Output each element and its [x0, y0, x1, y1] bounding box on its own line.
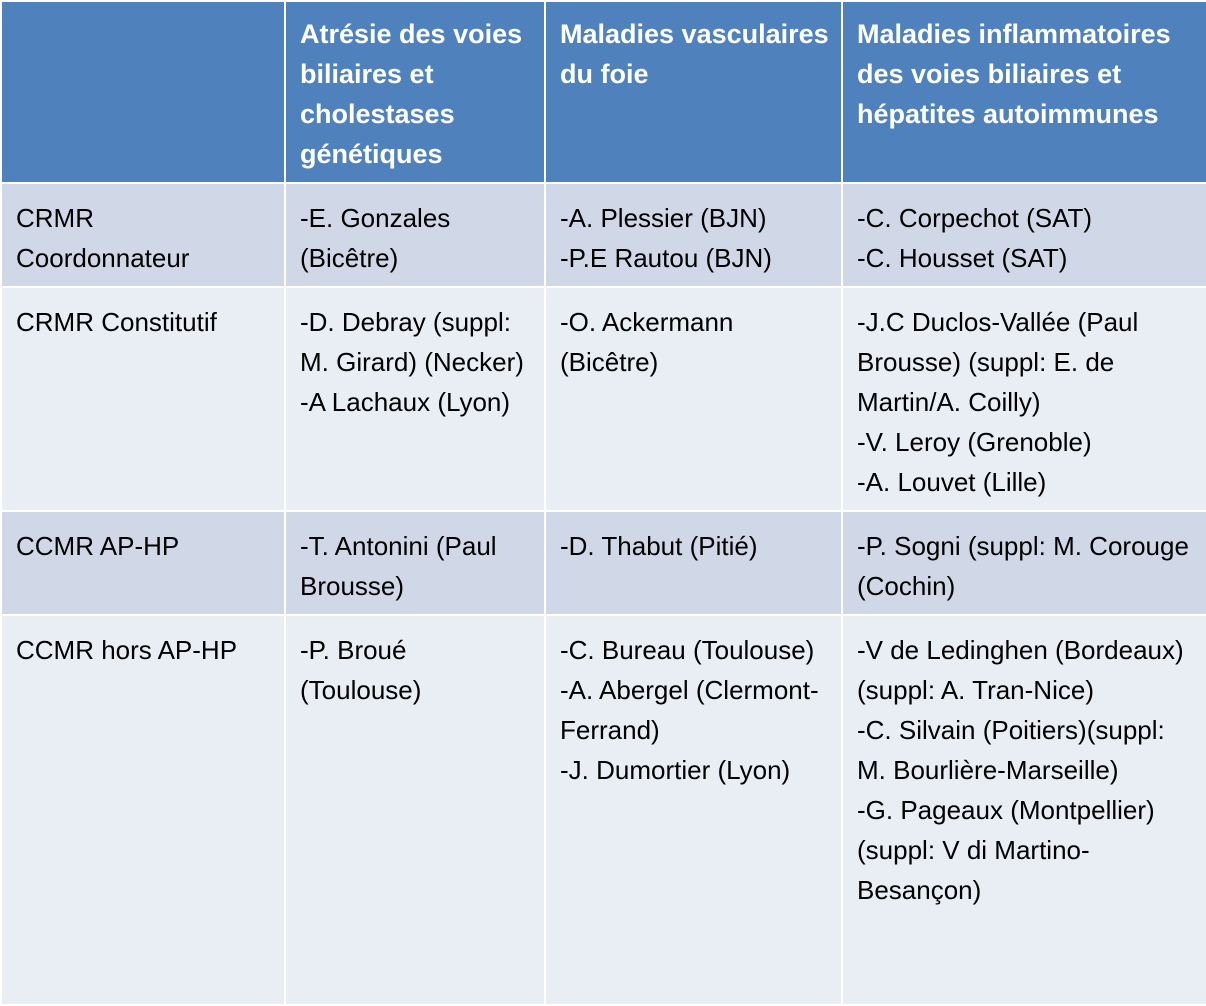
cell-line: -C. Bureau (Toulouse) — [560, 635, 815, 665]
table-cell — [285, 183, 545, 287]
cell-line: -C. Silvain (Poitiers)(suppl: M. Bourlière-Marseille) — [857, 715, 1165, 785]
cell-line: -P.E Rautou (BJN) — [560, 243, 772, 273]
table-cell — [842, 183, 1206, 287]
row-label: CCMR hors AP-HP — [1, 615, 285, 1005]
cell-line: -D. Thabut (Pitié) — [560, 531, 758, 561]
header-corner-cell — [1, 1, 285, 183]
cell-line: -V de Ledinghen (Bordeaux) — [857, 635, 1184, 665]
row-label: CCMR AP-HP — [1, 511, 285, 615]
table-cell — [842, 287, 1206, 511]
cell-line: -A. Abergel (Clermont-Ferrand) — [560, 675, 819, 745]
cell-line: -V. Leroy (Grenoble) — [857, 427, 1092, 457]
table-cell — [285, 287, 545, 511]
table-row-coordonnateur — [1, 183, 1206, 287]
cell-line: -J.C Duclos-Vallée (Paul Brousse) (suppl: E. de Martin/A. Coilly) — [857, 307, 1139, 417]
cell-line: -A. Plessier (BJN) — [560, 203, 767, 233]
cell-line: (suppl: A. Tran-Nice) — [857, 675, 1094, 705]
cell-line: -E. Gonzales (Bicêtre) — [300, 203, 451, 273]
table-cell — [545, 511, 842, 615]
header-vascular-diseases: Maladies vasculaires du foie — [545, 1, 842, 183]
cell-line: -G. Pageaux (Montpellier)(suppl: V di Martino-Besançon) — [857, 795, 1155, 905]
cell-line: -J. Dumortier (Lyon) — [560, 755, 791, 785]
table-cell — [545, 183, 842, 287]
cell-line: -O. Ackermann (Bicêtre) — [560, 307, 734, 377]
cell-line: -D. Debray (suppl: M. Girard) (Necker) — [300, 307, 524, 377]
header-biliary-atresia: Atrésie des voies biliaires et cholestases génétiques — [285, 1, 545, 183]
cell-line: -T. Antonini (Paul Brousse) — [300, 531, 497, 601]
table-row-ccmr-hors-aphp — [1, 615, 1206, 1005]
table-cell — [545, 287, 842, 511]
table-row-ccmr-aphp — [1, 511, 1206, 615]
header-inflammatory-diseases: Maladies inflammatoires des voies biliaires et hépatites autoimmunes — [842, 1, 1206, 183]
cell-line: -P. Sogni (suppl: M. Corouge (Cochin) — [857, 531, 1189, 601]
cell-line: -P. Broué (Toulouse) — [300, 635, 422, 705]
table-cell — [545, 615, 842, 1005]
table-row-constitutif — [1, 287, 1206, 511]
table-cell — [285, 511, 545, 615]
table-cell — [285, 615, 545, 1005]
cell-line: -A. Louvet (Lille) — [857, 467, 1047, 497]
cell-line: -C. Housset (SAT) — [857, 243, 1068, 273]
row-label: CRMR Coordonnateur — [1, 183, 285, 287]
table-cell — [842, 511, 1206, 615]
table-cell — [842, 615, 1206, 1005]
header-row — [1, 1, 1206, 183]
cell-line: -A Lachaux (Lyon) — [300, 387, 511, 417]
cell-line: -C. Corpechot (SAT) — [857, 203, 1093, 233]
row-label: CRMR Constitutif — [1, 287, 285, 511]
